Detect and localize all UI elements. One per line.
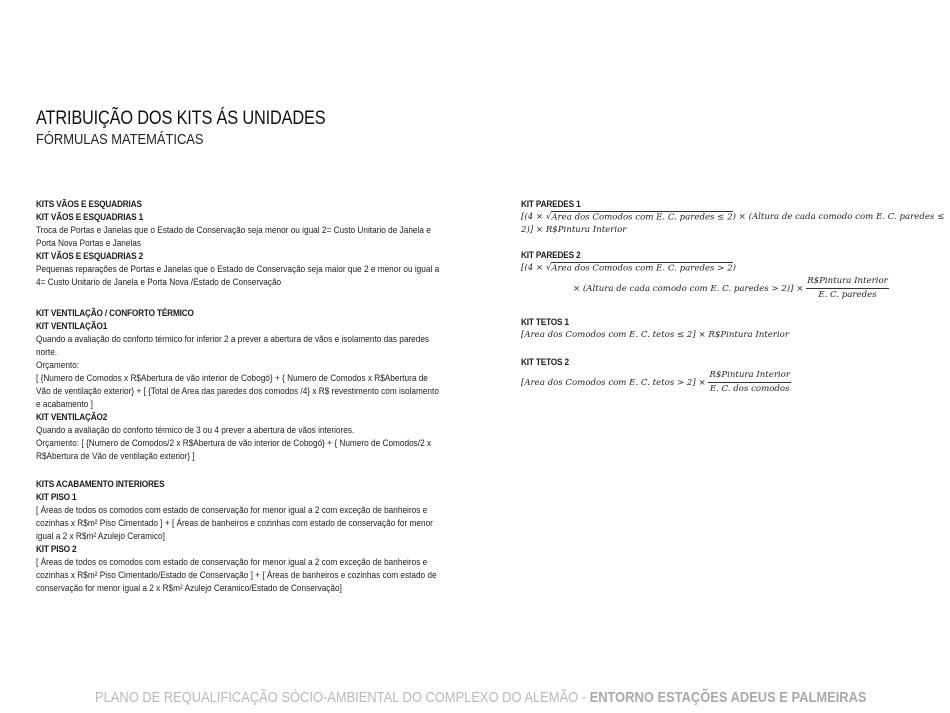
formula-part: [(4 ×	[521, 263, 546, 273]
fraction-numerator: R$Pintura Interior	[806, 275, 889, 289]
formula-line: 2)] × R$Pintura Interior	[521, 225, 627, 235]
kit-heading: KIT PAREDES 2	[521, 250, 581, 261]
kit-paredes-1	[521, 198, 945, 237]
sqrt-content: Area dos Comodos com E. C. paredes ≤ 2	[551, 212, 733, 222]
fraction	[708, 369, 791, 396]
kit-heading: KIT VÃOS E ESQUADRIAS 1	[36, 212, 143, 223]
footer-highlight: ENTORNO ESTAÇÕES ADEUS E PALMEIRAS	[589, 689, 867, 706]
section-heading: KITS VÃOS E ESQUADRIAS	[36, 199, 142, 210]
formula-line	[521, 369, 911, 396]
page-subtitle: FÓRMULAS MATEMÁTICAS	[36, 131, 204, 148]
kit-heading: KIT PAREDES 1	[521, 199, 581, 210]
left-column	[36, 198, 440, 595]
kit-paredes-2	[521, 249, 911, 302]
fraction-denominator: E. C. dos comodos	[709, 384, 790, 394]
kit-formula: Orçamento: [ {Numero de Comodos/2 x R$Abertura de vão interior de Cobogó} + { Numero de Comodos/2 x R$Abertura de Vão de ventilação exterior} ]	[36, 438, 432, 462]
formula-part: [Area dos Comodos com E. C. tetos > 2] ×	[521, 378, 706, 388]
formula-part: ) × (Altura de cada comodo com E. C. paredes ≤	[732, 212, 945, 222]
kit-heading: KIT VENTILAÇÃO2	[36, 412, 108, 423]
sqrt-content: Area dos Comodos com E. C. paredes > 2	[551, 263, 733, 273]
kit-formula: [ {Numero de Comodos x R$Abertura de vão interior de Cobogó} + { Numero de Comodos x R$Abertura de Vão de ventilação exterior} + [ {Total de Area das paredes dos comodos /4} x R$ revestimento com isolamento e acabamento ]	[36, 373, 439, 410]
kit-description: Orçamento:	[36, 360, 80, 371]
section-acabamento	[36, 478, 440, 595]
fraction-denominator: E. C. paredes	[818, 290, 877, 300]
right-column	[521, 198, 945, 406]
section-heading: KITS ACABAMENTO INTERIORES	[36, 479, 165, 490]
kit-heading: KIT VÃOS E ESQUADRIAS 2	[36, 251, 143, 262]
formula-line	[521, 262, 911, 275]
formula-part: × (Altura de cada comodo com E. C. paredes > 2)] ×	[573, 284, 804, 294]
kit-description: Troca de Portas e Janelas que o Estado de Conservação seja menor ou igual 2= Custo Unitario de Janela e Porta Nova Portas e Janelas	[36, 225, 431, 249]
kit-description: Quando a avaliação do conforto térmico de 3 ou 4 prever a abertura de vãos interiores.	[36, 425, 355, 436]
formula-line	[521, 211, 945, 224]
kit-heading: KIT PISO 2	[36, 544, 77, 555]
kit-heading: KIT TETOS 1	[521, 317, 569, 328]
page-footer	[95, 689, 867, 706]
kit-description: Quando a avaliação do conforto térmico for inferior 2 a prever a abertura de vãos e isolamento das paredes norte.	[36, 334, 430, 358]
section-ventilacao	[36, 307, 440, 463]
section-vaos	[36, 198, 440, 289]
kit-formula: [ Áreas de todos os comodos com estado de conservação for menor igual a 2 com exceção de banheiros e cozinhas x R$m² Piso Cimentado/Estado de Conservação ] + [ Áreas de banheiros e cozinhas com estado de conservação for menor igual a 2 x R$m² Azulejo Ceramico/Estado de Conservação]	[36, 557, 437, 594]
sqrt-icon: √	[545, 212, 552, 222]
kit-heading: KIT PISO 1	[36, 492, 77, 503]
fraction	[806, 275, 889, 302]
kit-formula: [ Áreas de todos os comodos com estado de conservação for menor igual a 2 com exceção de banheiros e cozinhas x R$m² Piso Cimentado ] + [ Áreas de banheiros e cozinhas com estado de conservação for menor igual a 2 x R$m² Azulejo Ceramico]	[36, 505, 433, 542]
formula-line: [Area dos Comodos com E. C. tetos ≤ 2] × R$Pintura Interior	[521, 330, 789, 340]
kit-tetos-1	[521, 316, 911, 342]
formula-line	[521, 275, 911, 302]
kit-heading: KIT TETOS 2	[521, 357, 569, 368]
kit-heading: KIT VENTILAÇÃO1	[36, 321, 108, 332]
page-title: ATRIBUIÇÃO DOS KITS ÁS UNIDADES	[36, 108, 326, 129]
formula-part: )	[732, 263, 736, 273]
section-heading: KIT VENTILAÇÃO / CONFORTO TÉRMICO	[36, 308, 194, 319]
footer-text: PLANO DE REQUALIFICAÇÃO SÓCIO-AMBIENTAL DO COMPLEXO DO ALEMÃO -	[95, 689, 590, 706]
formula-part: [(4 ×	[521, 212, 546, 222]
fraction-numerator: R$Pintura Interior	[708, 369, 791, 383]
kit-tetos-2	[521, 356, 911, 396]
kit-description: Pequenas reparações de Portas e Janelas que o Estado de Conservação seja maior que 2 e menor ou igual a 4= Custo Unitario de Janela e Porta Nova /Estado de Conservação	[36, 264, 440, 288]
sqrt-icon: √	[545, 263, 552, 273]
